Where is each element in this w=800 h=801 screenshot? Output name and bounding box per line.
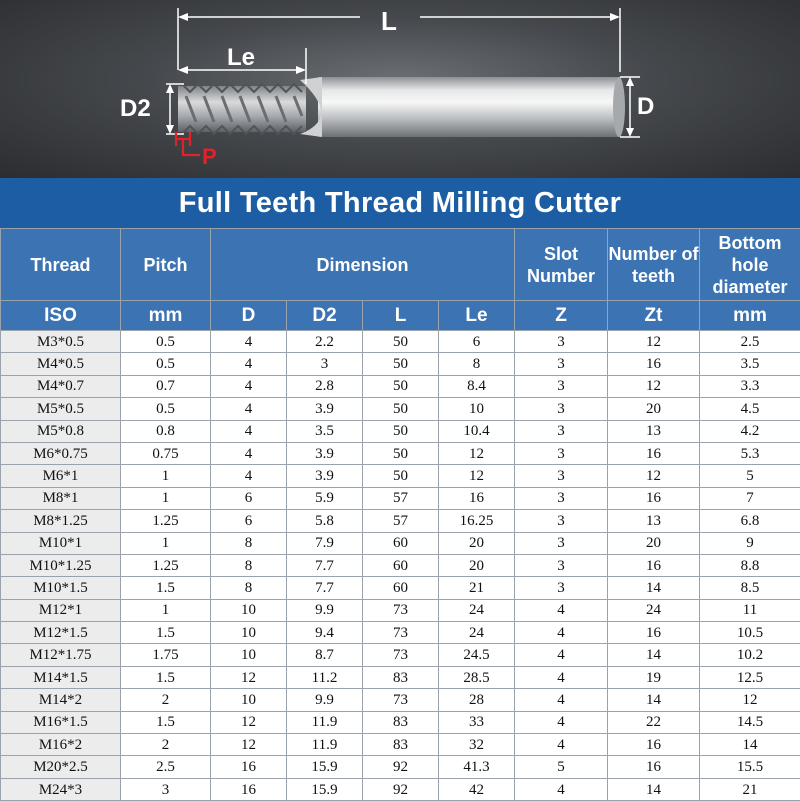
cell-l: 60 [363, 577, 439, 599]
cell-thread: M3*0.5 [1, 331, 121, 353]
cell-l: 60 [363, 532, 439, 554]
cell-thread: M4*0.5 [1, 353, 121, 375]
page-title: Full Teeth Thread Milling Cutter [0, 178, 800, 228]
label-d2: D2 [120, 97, 151, 121]
cell-hole-diameter: 10.5 [700, 622, 800, 644]
cell-d: 10 [211, 599, 287, 621]
cell-l: 60 [363, 554, 439, 576]
cell-d: 8 [211, 532, 287, 554]
cell-slot-number: 3 [515, 353, 608, 375]
cell-d2: 8.7 [287, 644, 363, 666]
cell-teeth: 24 [608, 599, 700, 621]
cell-slot-number: 3 [515, 442, 608, 464]
cell-le: 41.3 [439, 756, 515, 778]
cell-teeth: 13 [608, 420, 700, 442]
cell-teeth: 20 [608, 398, 700, 420]
cell-d2: 15.9 [287, 778, 363, 800]
cell-thread: M5*0.5 [1, 398, 121, 420]
cell-pitch: 3 [121, 778, 211, 800]
cell-d2: 9.9 [287, 689, 363, 711]
table-row [1, 599, 800, 621]
cell-slot-number: 4 [515, 689, 608, 711]
unit-le: Le [439, 301, 515, 331]
table-row [1, 487, 800, 509]
cell-d2: 11.2 [287, 666, 363, 688]
cell-teeth: 14 [608, 778, 700, 800]
pitch-marker [176, 132, 200, 155]
cell-thread: M12*1 [1, 599, 121, 621]
header-thread: Thread [1, 229, 121, 301]
cell-slot-number: 3 [515, 331, 608, 353]
cell-d: 4 [211, 420, 287, 442]
cell-thread: M24*3 [1, 778, 121, 800]
unit-d2: D2 [287, 301, 363, 331]
cell-d2: 5.9 [287, 487, 363, 509]
cell-l: 73 [363, 599, 439, 621]
cell-hole-diameter: 3.5 [700, 353, 800, 375]
table-row [1, 465, 800, 487]
cell-slot-number: 4 [515, 778, 608, 800]
cell-d2: 15.9 [287, 756, 363, 778]
table-row [1, 622, 800, 644]
cell-slot-number: 3 [515, 375, 608, 397]
cell-slot-number: 3 [515, 398, 608, 420]
cell-pitch: 2 [121, 689, 211, 711]
cell-pitch: 0.5 [121, 398, 211, 420]
cell-thread: M12*1.75 [1, 644, 121, 666]
cell-d: 16 [211, 756, 287, 778]
cell-d2: 11.9 [287, 711, 363, 733]
cell-d: 4 [211, 353, 287, 375]
cell-thread: M5*0.8 [1, 420, 121, 442]
cell-slot-number: 4 [515, 666, 608, 688]
cell-l: 50 [363, 420, 439, 442]
cell-l: 92 [363, 756, 439, 778]
label-p: P [202, 146, 217, 168]
cell-d: 8 [211, 577, 287, 599]
cell-l: 57 [363, 510, 439, 532]
cell-teeth: 12 [608, 375, 700, 397]
cell-le: 10 [439, 398, 515, 420]
cell-thread: M16*2 [1, 734, 121, 756]
table-row [1, 666, 800, 688]
table-row [1, 577, 800, 599]
cell-teeth: 16 [608, 734, 700, 756]
cell-l: 50 [363, 398, 439, 420]
cell-le: 32 [439, 734, 515, 756]
cell-hole-diameter: 10.2 [700, 644, 800, 666]
cell-pitch: 2 [121, 734, 211, 756]
cell-pitch: 0.5 [121, 331, 211, 353]
cell-l: 50 [363, 442, 439, 464]
cell-l: 83 [363, 734, 439, 756]
cell-le: 16 [439, 487, 515, 509]
cell-hole-diameter: 11 [700, 599, 800, 621]
cell-d: 6 [211, 510, 287, 532]
cell-pitch: 1 [121, 487, 211, 509]
cell-d: 10 [211, 644, 287, 666]
cell-l: 50 [363, 375, 439, 397]
cell-teeth: 12 [608, 465, 700, 487]
cell-hole-diameter: 7 [700, 487, 800, 509]
cell-le: 8 [439, 353, 515, 375]
cell-slot-number: 3 [515, 465, 608, 487]
cell-teeth: 16 [608, 487, 700, 509]
cell-hole-diameter: 8.5 [700, 577, 800, 599]
shank-end [613, 77, 625, 137]
cell-le: 16.25 [439, 510, 515, 532]
cell-teeth: 16 [608, 622, 700, 644]
cell-d: 4 [211, 398, 287, 420]
spec-table-body [1, 331, 800, 801]
cell-le: 6 [439, 331, 515, 353]
cell-le: 12 [439, 465, 515, 487]
cell-d: 6 [211, 487, 287, 509]
cell-hole-diameter: 9 [700, 532, 800, 554]
cell-le: 24.5 [439, 644, 515, 666]
cell-d2: 3.9 [287, 398, 363, 420]
cell-teeth: 16 [608, 554, 700, 576]
cell-slot-number: 3 [515, 554, 608, 576]
cell-le: 28 [439, 689, 515, 711]
cell-hole-diameter: 15.5 [700, 756, 800, 778]
cell-l: 73 [363, 644, 439, 666]
cell-d: 10 [211, 689, 287, 711]
cell-slot-number: 4 [515, 711, 608, 733]
cell-hole-diameter: 14.5 [700, 711, 800, 733]
header-pitch: Pitch [121, 229, 211, 301]
cell-le: 12 [439, 442, 515, 464]
table-row [1, 689, 800, 711]
cell-slot-number: 3 [515, 420, 608, 442]
cell-d2: 3.9 [287, 442, 363, 464]
cell-pitch: 1.25 [121, 510, 211, 532]
cell-l: 73 [363, 689, 439, 711]
cell-le: 28.5 [439, 666, 515, 688]
table-row [1, 532, 800, 554]
cell-hole-diameter: 5 [700, 465, 800, 487]
cell-d2: 2.8 [287, 375, 363, 397]
cell-teeth: 16 [608, 442, 700, 464]
cell-pitch: 1.25 [121, 554, 211, 576]
table-row [1, 442, 800, 464]
cell-d: 4 [211, 465, 287, 487]
cell-le: 33 [439, 711, 515, 733]
cell-d2: 9.4 [287, 622, 363, 644]
cell-d2: 5.8 [287, 510, 363, 532]
cell-teeth: 16 [608, 353, 700, 375]
cell-l: 50 [363, 331, 439, 353]
thread-milling-cutter-drawing [0, 0, 800, 178]
cell-hole-diameter: 3.3 [700, 375, 800, 397]
table-row [1, 398, 800, 420]
cell-d: 4 [211, 331, 287, 353]
cell-le: 20 [439, 532, 515, 554]
cell-thread: M16*1.5 [1, 711, 121, 733]
cell-thread: M20*2.5 [1, 756, 121, 778]
cell-le: 21 [439, 577, 515, 599]
cell-d: 8 [211, 554, 287, 576]
cell-pitch: 2.5 [121, 756, 211, 778]
cell-teeth: 16 [608, 756, 700, 778]
cell-l: 92 [363, 778, 439, 800]
cell-d2: 3.5 [287, 420, 363, 442]
table-row [1, 554, 800, 576]
unit-z: Z [515, 301, 608, 331]
cell-pitch: 0.7 [121, 375, 211, 397]
cell-l: 73 [363, 622, 439, 644]
cell-pitch: 1 [121, 599, 211, 621]
cell-d: 16 [211, 778, 287, 800]
cell-l: 57 [363, 487, 439, 509]
cell-slot-number: 4 [515, 622, 608, 644]
cell-teeth: 13 [608, 510, 700, 532]
cell-teeth: 20 [608, 532, 700, 554]
header-bottom-hole-diameter: Bottom hole diameter [700, 229, 800, 301]
unit-iso: ISO [1, 301, 121, 331]
cell-thread: M12*1.5 [1, 622, 121, 644]
cell-pitch: 0.5 [121, 353, 211, 375]
cell-pitch: 1.5 [121, 711, 211, 733]
cell-d2: 3.9 [287, 465, 363, 487]
cell-le: 20 [439, 554, 515, 576]
cell-hole-diameter: 2.5 [700, 331, 800, 353]
cell-l: 83 [363, 666, 439, 688]
cell-thread: M6*0.75 [1, 442, 121, 464]
cell-teeth: 19 [608, 666, 700, 688]
table-row [1, 375, 800, 397]
unit-d: D [211, 301, 287, 331]
label-d: D [637, 95, 654, 119]
cell-pitch: 0.8 [121, 420, 211, 442]
unit-hole-mm: mm [700, 301, 800, 331]
cell-hole-diameter: 4.5 [700, 398, 800, 420]
cell-d2: 7.7 [287, 554, 363, 576]
cell-hole-diameter: 14 [700, 734, 800, 756]
table-row [1, 711, 800, 733]
cell-teeth: 14 [608, 689, 700, 711]
cell-l: 50 [363, 465, 439, 487]
cell-teeth: 22 [608, 711, 700, 733]
unit-zt: Zt [608, 301, 700, 331]
table-row [1, 331, 800, 353]
table-row [1, 353, 800, 375]
cell-d2: 2.2 [287, 331, 363, 353]
cell-le: 42 [439, 778, 515, 800]
cell-le: 10.4 [439, 420, 515, 442]
shank [318, 77, 620, 137]
cell-l: 83 [363, 711, 439, 733]
cell-thread: M14*2 [1, 689, 121, 711]
product-photo [0, 0, 800, 178]
cell-thread: M14*1.5 [1, 666, 121, 688]
cell-thread: M8*1.25 [1, 510, 121, 532]
cell-thread: M6*1 [1, 465, 121, 487]
cell-d2: 9.9 [287, 599, 363, 621]
cell-hole-diameter: 12 [700, 689, 800, 711]
cell-le: 8.4 [439, 375, 515, 397]
header-dimension: Dimension [211, 229, 515, 301]
cell-slot-number: 4 [515, 644, 608, 666]
cell-slot-number: 3 [515, 577, 608, 599]
table-row [1, 644, 800, 666]
cell-d: 10 [211, 622, 287, 644]
cell-d2: 7.9 [287, 532, 363, 554]
cell-slot-number: 3 [515, 510, 608, 532]
cell-d: 4 [211, 375, 287, 397]
cell-slot-number: 3 [515, 532, 608, 554]
table-row [1, 510, 800, 532]
cell-hole-diameter: 4.2 [700, 420, 800, 442]
cell-d2: 7.7 [287, 577, 363, 599]
cell-le: 24 [439, 599, 515, 621]
cell-d: 4 [211, 442, 287, 464]
cell-thread: M10*1.25 [1, 554, 121, 576]
cell-d: 12 [211, 711, 287, 733]
cell-d: 12 [211, 734, 287, 756]
cell-d: 12 [211, 666, 287, 688]
cell-slot-number: 5 [515, 756, 608, 778]
cell-teeth: 12 [608, 331, 700, 353]
cell-pitch: 0.75 [121, 442, 211, 464]
cell-thread: M10*1 [1, 532, 121, 554]
spec-table [0, 228, 800, 801]
cell-slot-number: 4 [515, 734, 608, 756]
cell-thread: M4*0.7 [1, 375, 121, 397]
cell-l: 50 [363, 353, 439, 375]
cell-pitch: 1 [121, 532, 211, 554]
cell-slot-number: 4 [515, 599, 608, 621]
header-row [1, 229, 800, 301]
table-row [1, 778, 800, 800]
unit-pitch-mm: mm [121, 301, 211, 331]
unit-l: L [363, 301, 439, 331]
teeth-body [178, 86, 306, 132]
label-l: L [381, 8, 397, 34]
cell-hole-diameter: 5.3 [700, 442, 800, 464]
table-row [1, 420, 800, 442]
table-row [1, 734, 800, 756]
header-number-of-teeth: Number of teeth [608, 229, 700, 301]
cell-d2: 11.9 [287, 734, 363, 756]
cell-teeth: 14 [608, 644, 700, 666]
cell-pitch: 1.75 [121, 644, 211, 666]
cell-le: 24 [439, 622, 515, 644]
label-le: Le [227, 46, 255, 70]
cell-hole-diameter: 8.8 [700, 554, 800, 576]
table-row [1, 756, 800, 778]
cell-hole-diameter: 6.8 [700, 510, 800, 532]
cell-slot-number: 3 [515, 487, 608, 509]
cell-d2: 3 [287, 353, 363, 375]
cell-teeth: 14 [608, 577, 700, 599]
cell-pitch: 1.5 [121, 666, 211, 688]
cell-pitch: 1.5 [121, 622, 211, 644]
cell-thread: M10*1.5 [1, 577, 121, 599]
cell-pitch: 1.5 [121, 577, 211, 599]
cell-pitch: 1 [121, 465, 211, 487]
cell-thread: M8*1 [1, 487, 121, 509]
units-row [1, 301, 800, 331]
header-slot-number: Slot Number [515, 229, 608, 301]
cell-hole-diameter: 12.5 [700, 666, 800, 688]
cell-hole-diameter: 21 [700, 778, 800, 800]
